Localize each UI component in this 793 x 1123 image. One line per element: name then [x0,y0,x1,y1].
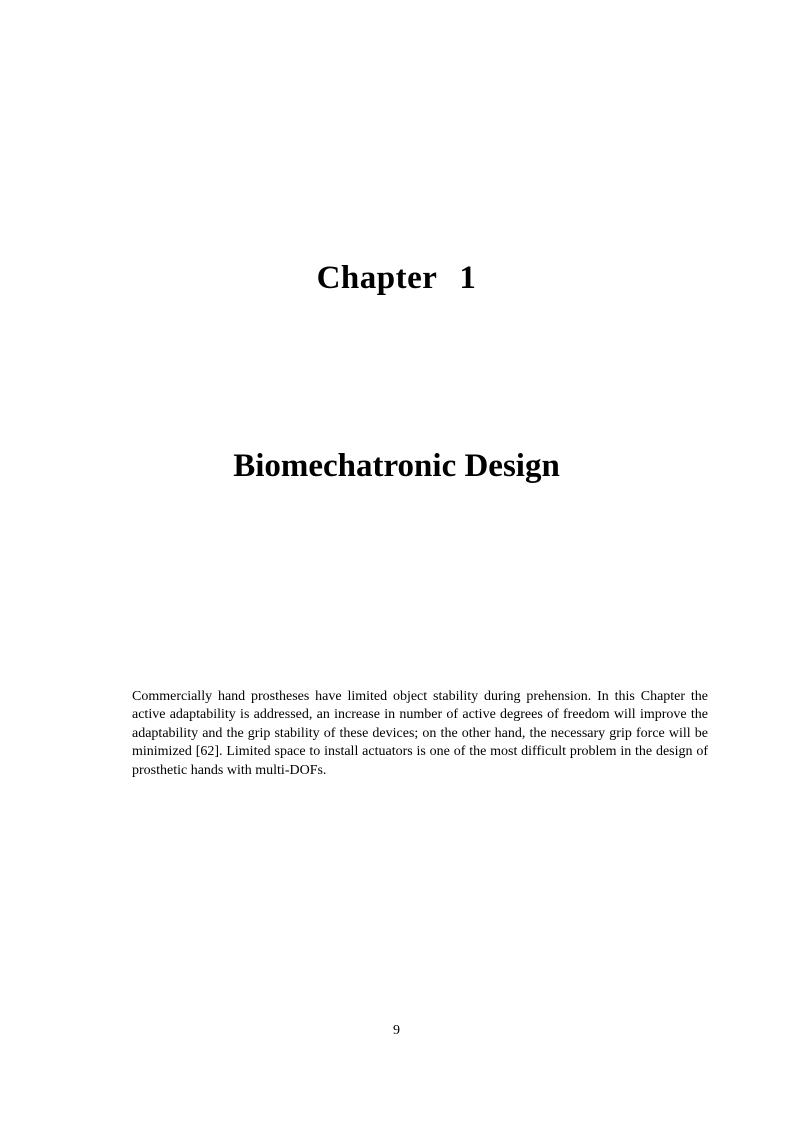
page-number: 9 [393,1023,400,1038]
chapter-heading [0,258,793,298]
chapter-title: Biomechatronic Design [233,448,560,484]
chapter-label: Chapter [316,260,438,296]
intro-paragraph: Commercially hand prostheses have limited object stability during prehension. In this Chapter the active adaptability is addressed, an increase in number of active degrees of freedom will improve the adaptability and the grip stability of these devices; on the other hand, the necessary grip force will be minimized [62]. Limited space to install actuators is one of the most difficult problem in the design of prosthetic hands with multi-DOFs. [132,689,708,778]
chapter-number: 1 [459,260,477,296]
